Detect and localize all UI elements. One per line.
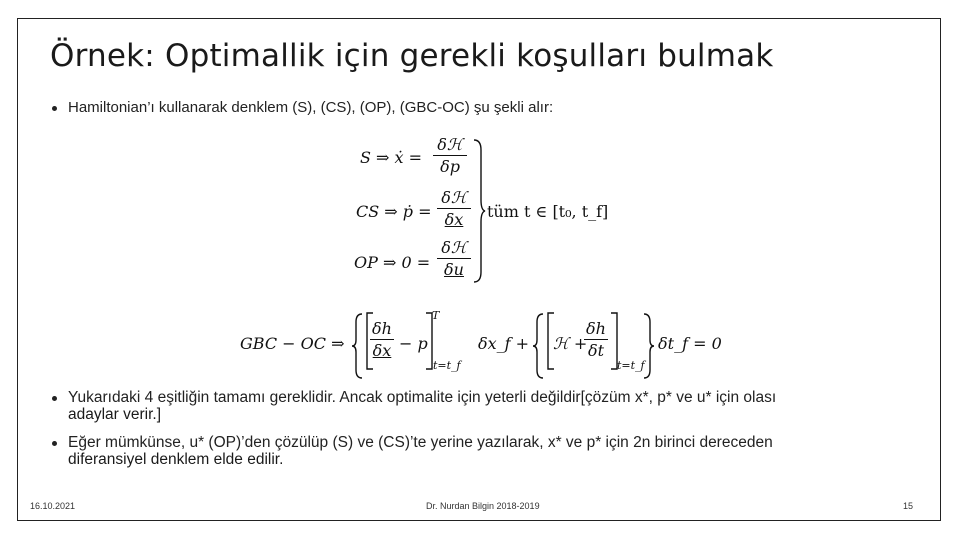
gbc-sub2: t=t_f [617, 359, 645, 372]
bullet-necessary-line2: adaylar verir.] [68, 406, 162, 423]
slide-title: Örnek: Optimallik için gerekli koşulları bulmak [50, 38, 774, 74]
bullet-dot [52, 441, 57, 446]
gbc-frac1-num: δh [372, 319, 392, 338]
footer-author: Dr. Nurdan Bilgin 2018-2019 [426, 501, 540, 511]
eq-op-lhs: OP ⇒ 0 = [354, 253, 431, 272]
gbc-dxf: δx_f + [478, 334, 530, 353]
bullet-intro-text: Hamiltonian’ı kullanarak denklem (S), (CS), (OP), (GBC-OC) şu şekli alır: [68, 99, 554, 116]
right-brace [472, 138, 486, 284]
eq-gbc-lhs: GBC − OC ⇒ [240, 334, 345, 353]
gbc-transpose: T [432, 309, 440, 322]
eq-range: tüm t ∈ [t₀, t_f] [487, 202, 609, 221]
eq-cs-num: δℋ [441, 188, 467, 207]
gbc-frac2-num: δh [586, 319, 606, 338]
eq-op-fraction [437, 238, 471, 279]
eq-s-num: δℋ [437, 135, 463, 154]
eq-op-den: δu [444, 260, 464, 279]
gbc-sub1: t=t_f [433, 359, 461, 372]
bullet-necessary-line1: Yukarıdaki 4 eşitliğin tamamı gereklidir. Ancak optimalite için yeterli değildir[çözüm x*, p* ve u* için olası [68, 389, 777, 406]
left-brace-1 [350, 312, 364, 380]
gbc-rhs: δt_f = 0 [658, 334, 722, 353]
bullet-substitute-line2: diferansiyel denklem elde edilir. [68, 451, 284, 468]
gbc-frac2-den: δt [587, 341, 605, 360]
eq-cs-lhs: CS ⇒ ṗ = [356, 202, 432, 221]
left-brace-2 [531, 312, 545, 380]
footer-page-number: 15 [903, 501, 914, 511]
eq-op-num: δℋ [441, 238, 467, 257]
bullet-dot [52, 106, 57, 111]
eq-s-den: δp [440, 157, 460, 176]
gbc-frac2 [584, 319, 608, 360]
eq-s-fraction [433, 135, 467, 176]
gbc-frac1 [370, 319, 394, 360]
right-brace-2 [642, 312, 656, 380]
gbc-minus-p: − p [399, 334, 428, 353]
gbc-frac1-den: δx [372, 341, 392, 360]
gbc-H-plus: ℋ + [553, 334, 588, 353]
eq-s-lhs: S ⇒ ẋ = [360, 148, 423, 167]
eq-cs-fraction [437, 188, 471, 229]
eq-cs-den: δx [444, 210, 464, 229]
bullet-dot [52, 396, 57, 401]
bullet-substitute-line1: Eğer mümkünse, u* (OP)’den çözülüp (S) ve (CS)’te yerine yazılarak, x* ve p* için 2n birinci dereceden [68, 434, 773, 451]
footer-date: 16.10.2021 [30, 501, 76, 511]
